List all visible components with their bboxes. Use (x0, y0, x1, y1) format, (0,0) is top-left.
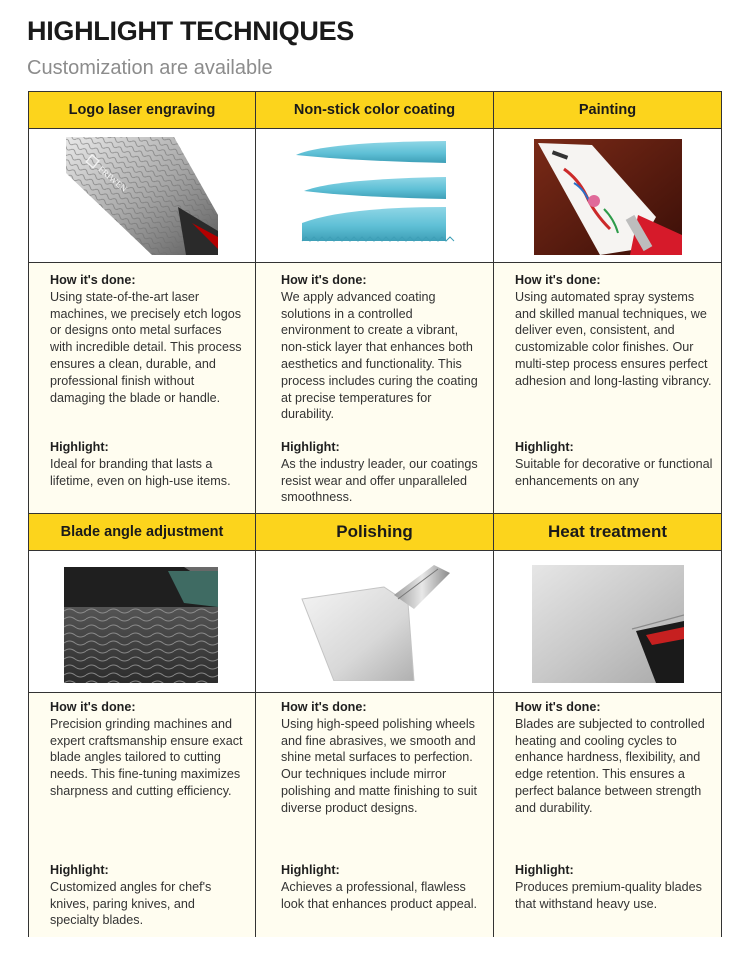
highlight (281, 439, 485, 506)
technique-image-frame (29, 129, 255, 263)
how-text: We apply advanced coating solutions in a controlled environment to create a vibrant, non-stick layer that enhances both aesthetics and functionality. This process includes curing the coating at precise temperatures for durability. (281, 289, 478, 422)
highlight-label: Highlight: (281, 440, 340, 454)
technique-cell (29, 129, 256, 513)
page-subtitle: Customization are available (27, 57, 273, 79)
technique-image-frame (494, 551, 721, 693)
technique-cell (29, 551, 256, 937)
highlight-label: Highlight: (281, 863, 340, 877)
highlight-text: Ideal for branding that lasts a lifetime, even on high-use items. (50, 456, 231, 488)
polished-knife-image (298, 563, 452, 681)
technique-image-frame (256, 129, 493, 263)
technique-heading: Non-stick color coating (256, 92, 494, 128)
technique-heading: Painting (578, 102, 637, 118)
technique-image-frame (494, 129, 721, 263)
technique-cell (256, 129, 494, 513)
highlight-text: Produces premium-quality blades that withstand heavy use. (515, 879, 702, 911)
technique-image-frame (256, 551, 493, 693)
how-text: Using high-speed polishing wheels and fine abrasives, we smooth and shine metal surfaces to perfection. Our techniques include mirror polishing and matte finishing to suit diverse product designs. (281, 716, 478, 815)
engraved-knife-image (66, 137, 218, 255)
how-text: Precision grinding machines and expert craftsmanship ensure exact blade angles tailored to cutting needs. This fine-tuning maximizes sharpness and cutting efficiency. (50, 716, 243, 798)
engraving-text: FRIWEN (96, 163, 130, 194)
technique-image-frame (29, 551, 255, 693)
how-label: How it's done: (515, 700, 601, 714)
technique-heading: Blade angle adjustment (29, 514, 256, 550)
technique-heading: Heat treatment (547, 522, 668, 541)
technique-heading: Polishing (256, 514, 494, 550)
how-it-is-done (50, 699, 247, 800)
how-text: Using automated spray systems and skilled manual techniques, we deliver even, consistent, and customizable color finishes. Our multi-step process ensures perfect adhesion and long-lasting vibrancy. (515, 289, 712, 388)
painted-knife-image (534, 139, 682, 255)
highlight-text: Suitable for decorative or functional enhancements on any (515, 456, 713, 488)
how-it-is-done (50, 272, 247, 406)
highlight (281, 862, 485, 912)
content-row (29, 129, 721, 513)
header-row (29, 513, 721, 551)
damascus-blade-image (64, 567, 218, 683)
heat-treated-blade-image (532, 565, 684, 683)
highlight-label: Highlight: (515, 863, 574, 877)
highlight (515, 862, 713, 912)
technique-cell (256, 551, 494, 937)
how-it-is-done (515, 272, 713, 390)
highlight-text: Achieves a professional, flawless look that enhances product appeal. (281, 879, 478, 911)
highlight (50, 862, 247, 929)
coated-blades-image (294, 137, 456, 253)
header-row (29, 91, 721, 129)
highlight-label: Highlight: (515, 440, 574, 454)
how-it-is-done (281, 699, 485, 817)
technique-cell (494, 129, 721, 513)
how-text: Using state-of-the-art laser machines, we precisely etch logos or designs onto metal surfaces with incredible detail. This process ensures a clean, durable, and professional finish without damaging the blade or handle. (50, 289, 242, 405)
highlight (515, 439, 713, 489)
highlight (50, 439, 247, 489)
content-row (29, 551, 721, 937)
highlight-label: Highlight: (50, 440, 109, 454)
technique-cell (494, 551, 721, 937)
how-label: How it's done: (50, 273, 136, 287)
highlight-text: Customized angles for chef's knives, paring knives, and specialty blades. (50, 879, 212, 928)
how-text: Blades are subjected to controlled heating and cooling cycles to enhance hardness, flexibility, and edge retention. This ensures a perfect balance between strength and durability. (515, 716, 705, 815)
page-title: HIGHLIGHT TECHNIQUES (27, 16, 355, 46)
how-label: How it's done: (281, 700, 367, 714)
how-it-is-done (281, 272, 485, 423)
techniques-table (28, 91, 722, 937)
how-label: How it's done: (281, 273, 367, 287)
highlight-text: As the industry leader, our coatings resist wear and offer unparalleled smoothness. (281, 456, 478, 505)
how-label: How it's done: (50, 700, 136, 714)
highlight-label: Highlight: (50, 863, 109, 877)
how-it-is-done (515, 699, 713, 817)
how-label: How it's done: (515, 273, 601, 287)
technique-heading: Logo laser engraving (29, 92, 256, 128)
